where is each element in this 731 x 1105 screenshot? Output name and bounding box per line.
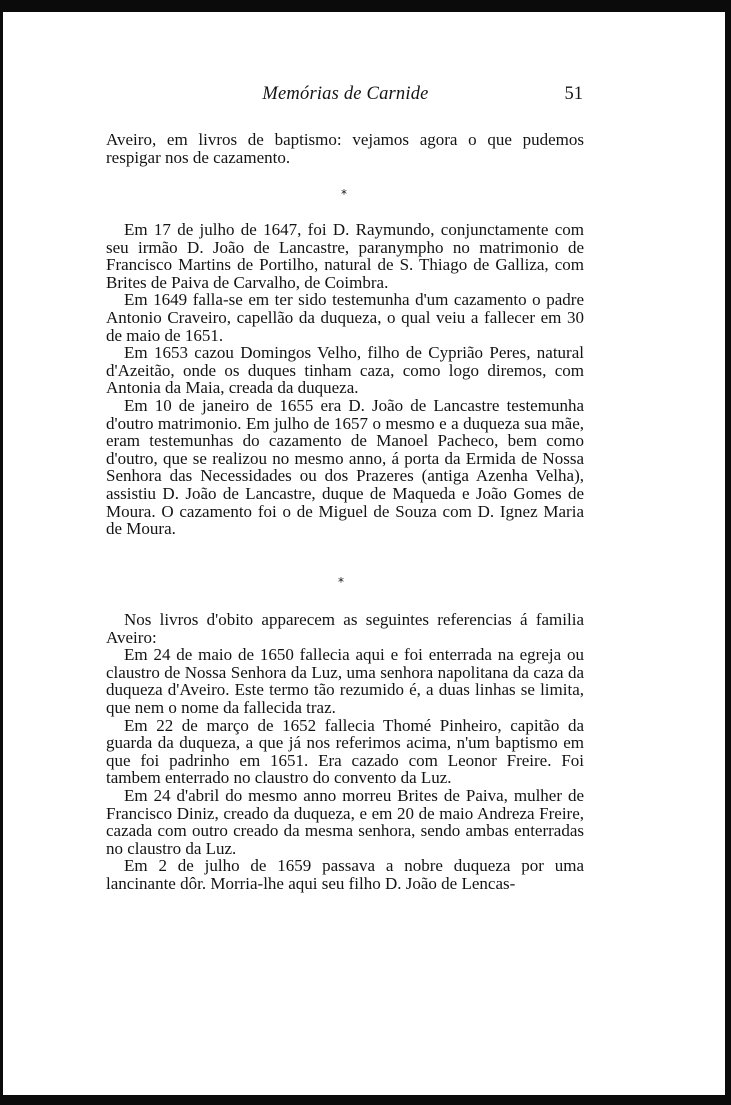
text-block-intro — [106, 131, 584, 166]
paragraph: Aveiro, em livros de baptismo: vejamos agora o que pudemos respigar nos de cazamento. — [106, 130, 584, 167]
paragraph: Em 24 de maio de 1650 fallecia aqui e foi enterrada na egreja ou claustro de Nossa Senhora da Luz, uma senhora napolitana da caza da duqueza d'Aveiro. Este termo tão rezumido é, a duas linhas se limita, que nem o nome da fallecida traz. — [106, 645, 584, 717]
paragraph: Em 2 de julho de 1659 passava a nobre duqueza por uma lancinante dôr. Morria-lhe aqui seu filho D. João de Lencas- — [106, 856, 584, 893]
paragraph: Em 10 de janeiro de 1655 era D. João de Lancastre testemunha d'outro matrimonio. Em julho de 1657 o mesmo e a duqueza sua mãe, eram testemunhas do cazamento de Manoel Pacheco, bem como d'outro, que se realizou no mesmo anno, á porta da Ermida de Nossa Senhora das Necessidades ou dos Prazeres (antiga Azenha Velha), assistiu D. João de Lancastre, duque de Maqueda e João Gomes de Moura. O cazamento foi o de Miguel de Souza com D. Ignez Maria de Moura. — [106, 395, 584, 539]
paragraph: Nos livros d'obito apparecem as seguintes referencias á familia Aveiro: — [106, 610, 584, 647]
paragraph: Em 22 de março de 1652 fallecia Thomé Pinheiro, capitão da guarda da duqueza, a que já nos referimos acima, n'um baptismo em que foi padrinho em 1651. Era cazado com Leonor Freire. Foi tambem enterrado no claustro do convento da Luz. — [106, 715, 584, 788]
text-block-deaths — [106, 611, 584, 893]
text-block-marriages — [106, 221, 584, 538]
section-separator-star: * — [341, 187, 347, 201]
paragraph: Em 1649 falla-se em ter sido testemunha d'um cazamento o padre Antonio Craveiro, capellão da duqueza, o qual veiu a fallecer em 30 de maio de 1651. — [106, 290, 584, 345]
paragraph: Em 24 d'abril do mesmo anno morreu Brites de Paiva, mulher de Francisco Diniz, creado da duqueza, e em 20 de maio Andreza Freire, cazada com outro creado da mesma senhora, sendo ambas enterradas no claustro da Luz. — [106, 785, 584, 858]
page-header — [108, 84, 583, 108]
running-title: Memórias de Carnide — [262, 84, 429, 104]
section-separator-star: * — [338, 575, 344, 589]
paragraph: Em 17 de julho de 1647, foi D. Raymundo, conjunctamente com seu irmão D. João de Lancastre, paranympho no matrimonio de Francisco Martins de Portilho, natural de S. Thiago de Galliza, com Brites de Paiva de Carvalho, de Coimbra. — [106, 220, 584, 292]
paragraph: Em 1653 cazou Domingos Velho, filho de Cyprião Peres, natural d'Azeitão, onde os duques tinham caza, como logo diremos, com Antonia da Maia, creada da duqueza. — [106, 343, 584, 398]
page-number: 51 — [564, 84, 583, 104]
